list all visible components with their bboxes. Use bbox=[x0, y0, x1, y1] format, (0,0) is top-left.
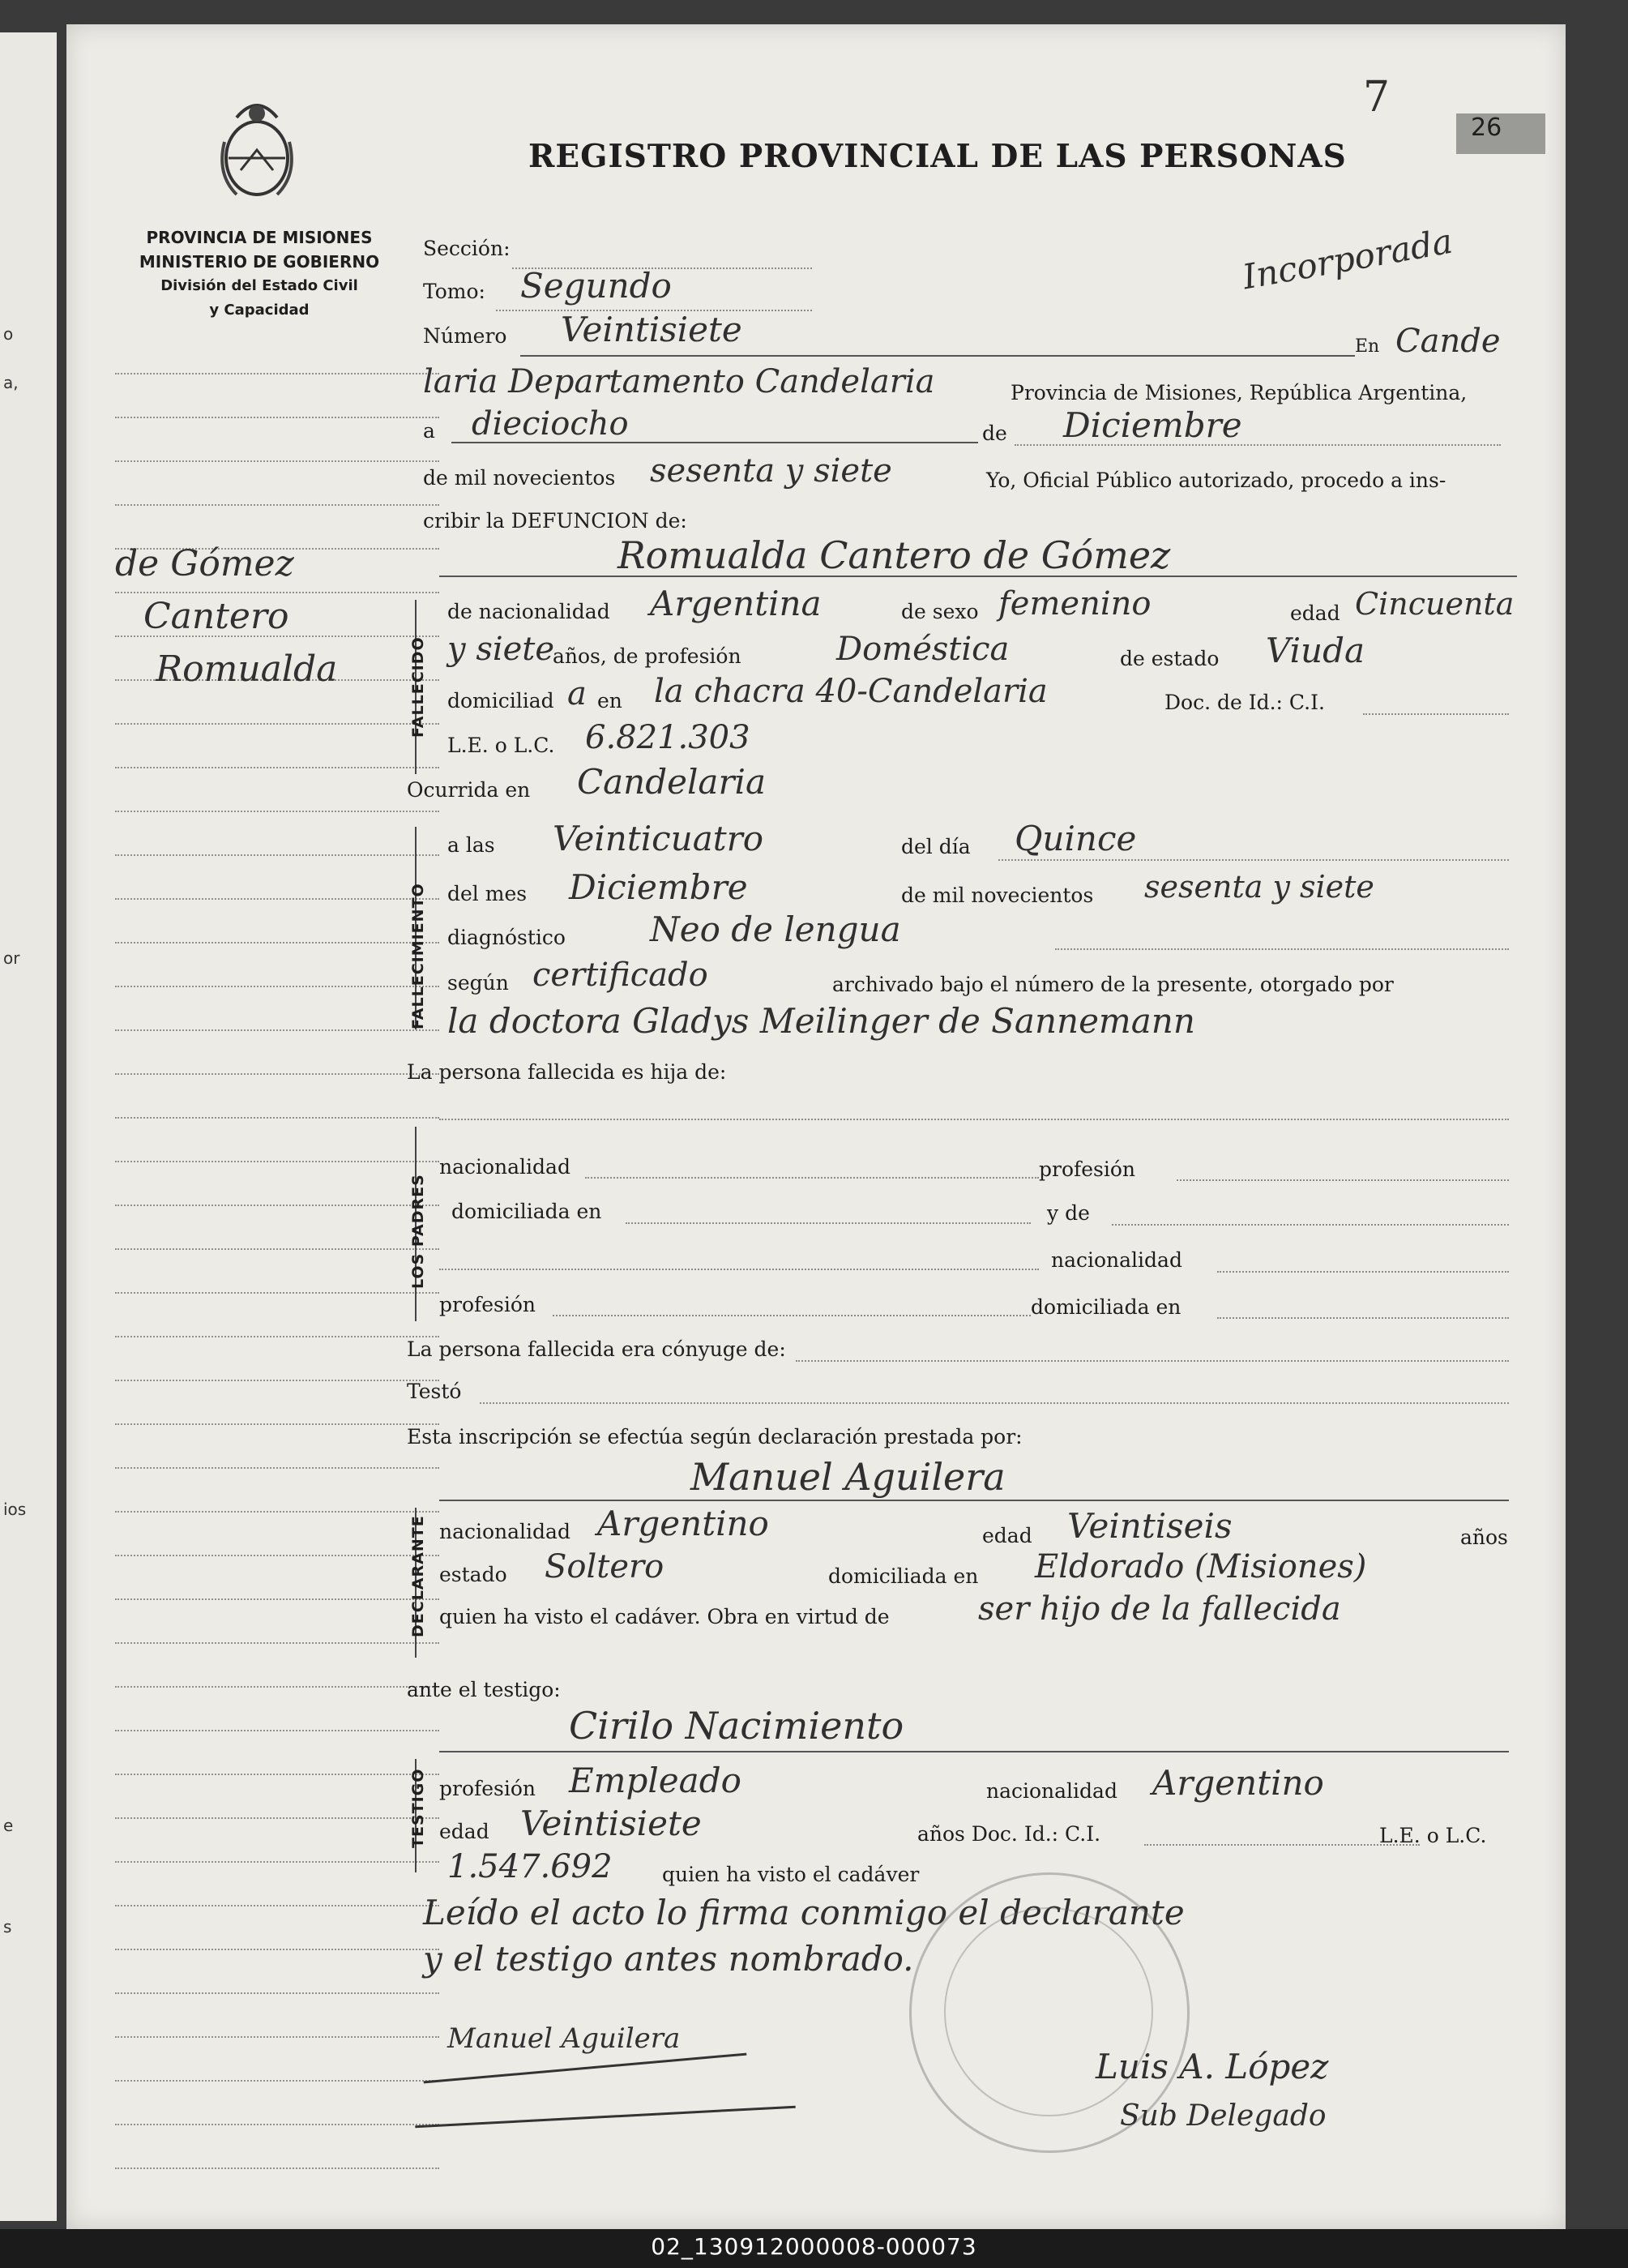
division-name-2: y Capacidad bbox=[209, 302, 310, 319]
mes-label: del mes bbox=[447, 882, 528, 905]
dia-value: dieciocho bbox=[472, 405, 629, 443]
margin-rule-line bbox=[115, 1817, 439, 1819]
margin-rule-line bbox=[115, 986, 439, 987]
declarante-domiciliada-label: domiciliada en bbox=[828, 1564, 979, 1588]
le-value: 6.821.303 bbox=[585, 719, 750, 756]
fill-line bbox=[1112, 1224, 1509, 1226]
le-label: L.E. o L.C. bbox=[447, 734, 555, 757]
fill-line bbox=[585, 1177, 1039, 1179]
testigo-profesion-value: Empleado bbox=[569, 1761, 741, 1800]
segun-label: según bbox=[447, 971, 509, 995]
dia-value-f: Quince bbox=[1015, 819, 1137, 858]
left-page-edge bbox=[0, 32, 57, 2221]
padres-nacionalidad2-label: nacionalidad bbox=[1051, 1248, 1182, 1272]
fill-line bbox=[626, 1222, 1031, 1224]
nacionalidad-label: de nacionalidad bbox=[447, 600, 610, 623]
margin-rule-line bbox=[115, 811, 439, 812]
margin-rule-line bbox=[115, 1905, 439, 1906]
margin-note-3: Romualda bbox=[156, 648, 338, 690]
fallecido-name: Romualda Cantero de Gómez bbox=[617, 533, 1171, 577]
margin-rule-line bbox=[115, 504, 439, 506]
section-label-testigo: TESTIGO bbox=[409, 1768, 427, 1848]
domicilio-value: la chacra 40-Candelaria bbox=[654, 673, 1048, 710]
section-label-fallecimiento: FALLECIMIENTO bbox=[409, 883, 427, 1029]
margin-rule-line bbox=[115, 1205, 439, 1206]
margin-rule-line bbox=[115, 1861, 439, 1863]
declarante-nacionalidad-value: Argentino bbox=[597, 1504, 769, 1543]
declarante-edad-label: edad bbox=[982, 1524, 1032, 1547]
signature-declarante: Manuel Aguilera bbox=[447, 2022, 681, 2055]
hija-label: La persona fallecida es hija de: bbox=[407, 1060, 727, 1084]
mil-label-f: de mil novecientos bbox=[901, 884, 1094, 907]
declarante-edad-value: Veintiseis bbox=[1067, 1506, 1233, 1546]
mes-value-f: Diciembre bbox=[569, 867, 748, 907]
margin-rule-line bbox=[115, 2080, 439, 2082]
mil-label: de mil novecientos bbox=[423, 466, 616, 490]
left-fragment: o bbox=[3, 324, 14, 344]
corner-number: 7 bbox=[1363, 73, 1391, 122]
tomo-label: Tomo: bbox=[423, 280, 485, 303]
coat-of-arms-icon bbox=[212, 93, 301, 203]
fill-line bbox=[439, 1751, 1509, 1752]
margin-rule-line bbox=[115, 1774, 439, 1775]
testigo-nacionalidad-label: nacionalidad bbox=[986, 1779, 1117, 1803]
section-label-padres: LOS PADRES bbox=[409, 1174, 427, 1289]
padres-domiciliada2-label: domiciliada en bbox=[1031, 1295, 1181, 1319]
anio-value-f: sesenta y siete bbox=[1144, 869, 1374, 905]
a-label: a bbox=[423, 419, 435, 443]
left-fragment: or bbox=[3, 948, 20, 968]
estado-label: de estado bbox=[1120, 647, 1220, 670]
diagnostico-label: diagnóstico bbox=[447, 926, 566, 949]
signature-stroke bbox=[424, 2053, 747, 2084]
fill-line bbox=[520, 355, 1355, 357]
seccion-label: Sección: bbox=[423, 237, 511, 260]
declarante-name: Manuel Aguilera bbox=[690, 1455, 1006, 1499]
margin-rule-line bbox=[115, 1949, 439, 1950]
margin-note-1: de Gómez bbox=[115, 543, 294, 584]
margin-stamp: Incorporada bbox=[1239, 220, 1456, 297]
margin-rule-line bbox=[115, 1117, 439, 1119]
en-value: Cande bbox=[1395, 323, 1501, 360]
margin-rule-line bbox=[115, 2124, 439, 2125]
lugar-value: laria Departamento Candelaria bbox=[423, 363, 935, 400]
closing-line-1: Leído el acto lo firma conmigo el declarante bbox=[423, 1893, 1185, 1932]
anio-value: sesenta y siete bbox=[650, 452, 892, 490]
margin-rule-line bbox=[115, 1598, 439, 1600]
ministry-name: MINISTERIO DE GOBIERNO bbox=[139, 252, 380, 272]
fill-line bbox=[439, 1269, 1039, 1270]
oficial-text: Yo, Oficial Público autorizado, procedo a ins- bbox=[986, 469, 1446, 492]
division-name: División del Estado Civil bbox=[160, 277, 358, 294]
fill-line bbox=[1177, 1179, 1509, 1181]
segun-value: certificado bbox=[532, 956, 708, 994]
testigo-profesion-label: profesión bbox=[439, 1777, 536, 1800]
signature-testigo-stroke bbox=[415, 2106, 796, 2129]
domicilio-label: domiciliad bbox=[447, 689, 554, 712]
archivado-text: archivado bajo el número de la presente, otorgado por bbox=[832, 973, 1394, 996]
inscribir-text: cribir la DEFUNCION de: bbox=[423, 509, 687, 533]
margin-rule-line bbox=[115, 1423, 439, 1425]
signature-oficial: Luis A. López bbox=[1096, 2047, 1329, 2086]
padres-y-de-label: y de bbox=[1047, 1201, 1090, 1225]
edad-value: Cincuenta bbox=[1355, 586, 1515, 622]
provincia-text: Provincia de Misiones, República Argentina, bbox=[1011, 381, 1468, 404]
declarante-domicilio-value: Eldorado (Misiones) bbox=[1035, 1548, 1367, 1585]
record-page bbox=[66, 24, 1566, 2229]
section-label-declarante: DECLARANTE bbox=[409, 1515, 427, 1637]
declarante-intro: Esta inscripción se efectúa según declaración prestada por: bbox=[407, 1425, 1023, 1449]
margin-rule-line bbox=[115, 592, 439, 593]
declarante-virtud-value: ser hijo de la fallecida bbox=[978, 1590, 1341, 1628]
margin-note-2: Cantero bbox=[143, 596, 289, 637]
padres-profesion-label: profesión bbox=[1039, 1158, 1136, 1181]
margin-rule-line bbox=[115, 767, 439, 768]
section-label-fallecido: FALLECIDO bbox=[409, 636, 427, 738]
testigo-edad-label: edad bbox=[439, 1820, 489, 1843]
edad-value-2: y siete bbox=[447, 631, 555, 668]
declarante-estado-label: estado bbox=[439, 1563, 507, 1586]
testigo-cadaver-text: quien ha visto el cadáver bbox=[662, 1863, 920, 1886]
fill-line bbox=[439, 576, 1517, 577]
fill-line bbox=[1015, 444, 1501, 446]
margin-rule-line bbox=[115, 1161, 439, 1162]
profesion-label: años, de profesión bbox=[553, 644, 741, 668]
testigo-le-label: L.E. o L.C. bbox=[1379, 1824, 1487, 1847]
conyuge-label: La persona fallecida era cónyuge de: bbox=[407, 1337, 786, 1361]
left-fragment: a, bbox=[3, 373, 19, 392]
closing-line-2: y el testigo antes nombrado. bbox=[423, 1939, 914, 1979]
margin-rule-line bbox=[115, 1336, 439, 1337]
diagnostico-value: Neo de lengua bbox=[650, 909, 901, 949]
nacionalidad-value: Argentina bbox=[650, 584, 822, 623]
sexo-value: femenino bbox=[998, 585, 1152, 623]
fill-line bbox=[1217, 1317, 1509, 1319]
hora-value: Veinticuatro bbox=[553, 819, 763, 858]
padres-nacionalidad-label: nacionalidad bbox=[439, 1155, 570, 1179]
edad-label: edad bbox=[1290, 601, 1340, 625]
fill-line bbox=[480, 1402, 1509, 1404]
margin-rule-line bbox=[115, 460, 439, 462]
sexo-label: de sexo bbox=[901, 600, 979, 623]
padres-domiciliada-label: domiciliada en bbox=[451, 1200, 602, 1223]
ocurrida-label: Ocurrida en bbox=[407, 778, 531, 802]
domicilio-en-label: en bbox=[597, 689, 622, 712]
margin-rule-line bbox=[115, 417, 439, 418]
numero-value: Veintisiete bbox=[561, 310, 742, 349]
fill-line bbox=[998, 859, 1509, 861]
image-caption: 02_130912000008-000073 bbox=[651, 2233, 977, 2260]
signature-oficial-role: Sub Delegado bbox=[1120, 2099, 1327, 2133]
ocurrida-value: Candelaria bbox=[577, 762, 766, 802]
testigo-le-value: 1.547.692 bbox=[447, 1848, 613, 1885]
mes-value: Diciembre bbox=[1063, 405, 1242, 445]
declarante-estado-value: Soltero bbox=[545, 1548, 664, 1585]
testigo-name: Cirilo Nacimiento bbox=[569, 1704, 904, 1748]
a-las-label: a las bbox=[447, 833, 495, 857]
margin-rule-line bbox=[115, 1073, 439, 1075]
left-fragment: s bbox=[3, 1917, 12, 1936]
left-fragment: e bbox=[3, 1816, 14, 1835]
testigo-nacionalidad-value: Argentino bbox=[1152, 1763, 1324, 1803]
numero-label: Número bbox=[423, 324, 507, 348]
testigo-edad-value: Veintisiete bbox=[520, 1804, 702, 1843]
margin-rule-line bbox=[115, 1730, 439, 1731]
declarante-nacionalidad-label: nacionalidad bbox=[439, 1520, 570, 1543]
fill-line bbox=[1217, 1271, 1509, 1273]
declarante-anos-label: años bbox=[1460, 1526, 1508, 1549]
province-name: PROVINCIA DE MISIONES bbox=[146, 228, 373, 247]
margin-rule-line bbox=[115, 1380, 439, 1381]
margin-rule-line bbox=[115, 723, 439, 725]
margin-rule-line bbox=[115, 1029, 439, 1031]
fill-line bbox=[451, 442, 978, 443]
fill-line bbox=[796, 1360, 1509, 1362]
issuer-block bbox=[113, 225, 405, 323]
margin-rule-line bbox=[115, 898, 439, 900]
margin-rule-line bbox=[115, 2167, 439, 2169]
margin-rule-line bbox=[115, 1686, 439, 1688]
padres-profesion2-label: profesión bbox=[439, 1293, 536, 1316]
fill-line bbox=[1363, 713, 1509, 715]
margin-rule-line bbox=[115, 854, 439, 856]
tomo-value: Segundo bbox=[520, 266, 672, 306]
doc-label: Doc. de Id.: C.I. bbox=[1164, 691, 1325, 714]
medico-value: la doctora Gladys Meilinger de Sannemann bbox=[447, 1001, 1195, 1041]
margin-rule-line bbox=[115, 942, 439, 944]
margin-rule-line bbox=[115, 1467, 439, 1469]
margin-rule-line bbox=[115, 373, 439, 374]
testigo-anos-label: años Doc. Id.: C.I. bbox=[917, 1822, 1101, 1846]
margin-rule-line bbox=[115, 2036, 439, 2038]
profesion-value: Doméstica bbox=[836, 631, 1010, 668]
margin-rule-line bbox=[115, 1248, 439, 1250]
margin-rule-line bbox=[115, 1292, 439, 1294]
margin-rule-line bbox=[115, 1642, 439, 1644]
fill-line bbox=[1144, 1844, 1420, 1846]
testigo-ante-label: ante el testigo: bbox=[407, 1678, 561, 1701]
fill-line bbox=[439, 1500, 1509, 1501]
de-label: de bbox=[982, 422, 1007, 445]
fill-line bbox=[553, 1315, 1031, 1316]
declarante-cadaver-text: quien ha visto el cadáver. Obra en virtud de bbox=[439, 1605, 890, 1628]
margin-rule-line bbox=[115, 1555, 439, 1556]
en-label: En bbox=[1355, 336, 1380, 357]
fill-line bbox=[1055, 948, 1509, 950]
page-title: REGISTRO PROVINCIAL DE LAS PERSONAS bbox=[528, 138, 1347, 175]
margin-rule-line bbox=[115, 1992, 439, 1994]
domicilio-gender: a bbox=[567, 675, 587, 712]
margin-rule-line bbox=[115, 1511, 439, 1513]
fill-line bbox=[439, 1119, 1509, 1120]
left-fragment: ios bbox=[3, 1500, 27, 1519]
estado-value: Viuda bbox=[1266, 631, 1365, 670]
corner-tag: 26 bbox=[1456, 113, 1545, 154]
testo-label: Testó bbox=[407, 1380, 462, 1403]
dia-label: del día bbox=[901, 835, 971, 858]
